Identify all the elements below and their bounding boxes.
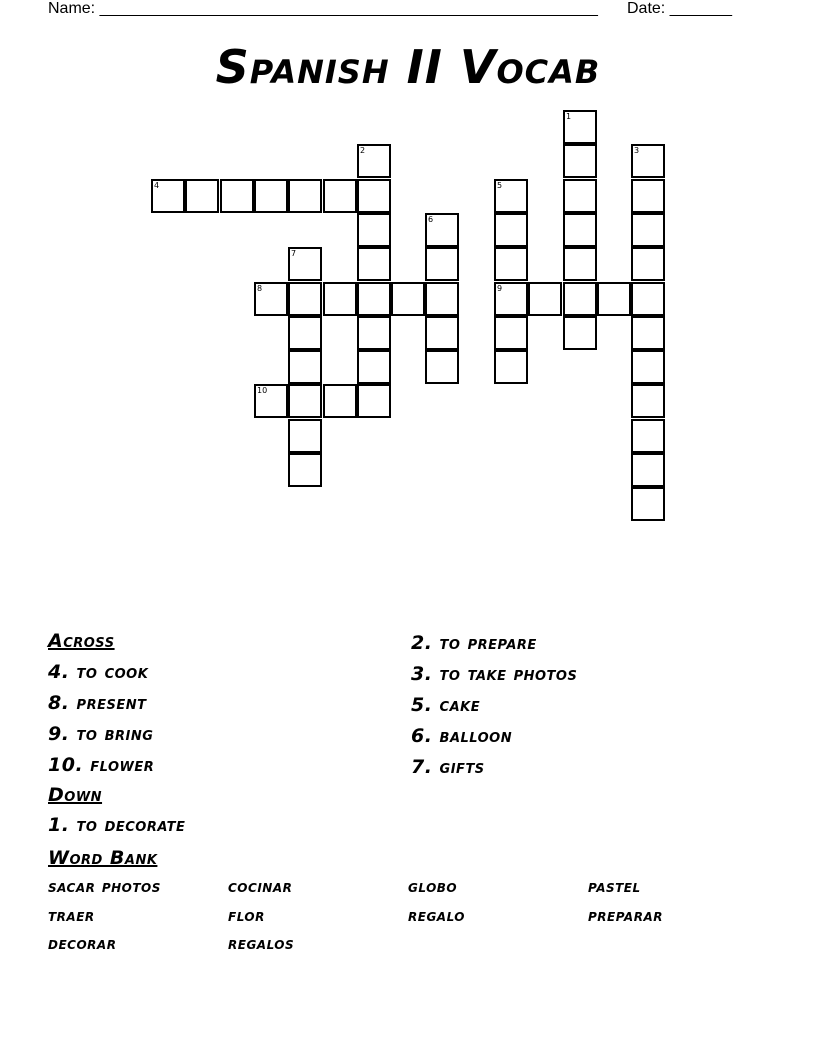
clue-number: 8 — [257, 284, 263, 293]
crossword-cell[interactable] — [425, 247, 459, 281]
crossword-cell[interactable] — [631, 316, 665, 350]
crossword-cell[interactable] — [494, 282, 528, 316]
word-bank-item: sacar photos — [48, 877, 161, 897]
crossword-cell[interactable] — [631, 487, 665, 521]
crossword-cell[interactable] — [357, 179, 391, 213]
crossword-cell[interactable] — [563, 316, 597, 350]
clue-number: 3 — [634, 146, 640, 155]
word-bank-item: cocinar — [228, 877, 293, 897]
crossword-cell[interactable] — [254, 179, 288, 213]
crossword-cell[interactable] — [563, 179, 597, 213]
crossword-cell[interactable] — [288, 453, 322, 487]
crossword-cell[interactable] — [220, 179, 254, 213]
word-bank-item: pastel — [588, 877, 641, 897]
crossword-cell[interactable] — [631, 144, 665, 178]
word-bank-item: traer — [48, 906, 95, 926]
name-field-label: Name: ________________________________________________________ — [48, 0, 598, 17]
crossword-cell[interactable] — [631, 247, 665, 281]
crossword-cell[interactable] — [425, 316, 459, 350]
clue-down-5: 5. cake — [411, 694, 481, 716]
word-bank-item: preparar — [588, 906, 663, 926]
crossword-cell[interactable] — [357, 213, 391, 247]
clue-down-6: 6. balloon — [411, 725, 513, 747]
crossword-cell[interactable] — [494, 350, 528, 384]
crossword-cell[interactable] — [288, 419, 322, 453]
crossword-cell[interactable] — [357, 144, 391, 178]
clue-number: 10 — [257, 386, 268, 395]
clue-number: 4 — [154, 181, 160, 190]
crossword-cell[interactable] — [563, 282, 597, 316]
word-bank-item: regalos — [228, 934, 295, 954]
crossword-cell[interactable] — [528, 282, 562, 316]
crossword-cell[interactable] — [323, 384, 357, 418]
crossword-cell[interactable] — [631, 350, 665, 384]
crossword-cell[interactable] — [494, 316, 528, 350]
crossword-cell[interactable] — [357, 247, 391, 281]
crossword-cell[interactable] — [563, 144, 597, 178]
crossword-cell[interactable] — [288, 384, 322, 418]
clue-number: 5 — [497, 181, 503, 190]
crossword-cell[interactable] — [631, 419, 665, 453]
crossword-cell[interactable] — [357, 316, 391, 350]
crossword-cell[interactable] — [323, 282, 357, 316]
crossword-cell[interactable] — [288, 316, 322, 350]
crossword-cell[interactable] — [185, 179, 219, 213]
crossword-cell[interactable] — [425, 213, 459, 247]
clue-number: 9 — [497, 284, 503, 293]
crossword-cell[interactable] — [597, 282, 631, 316]
crossword-cell[interactable] — [254, 282, 288, 316]
crossword-cell[interactable] — [357, 350, 391, 384]
crossword-cell[interactable] — [254, 384, 288, 418]
clue-across-10: 10. flower — [48, 754, 155, 776]
crossword-cell[interactable] — [288, 179, 322, 213]
clue-down-2: 2. to prepare — [411, 632, 537, 654]
crossword-cell[interactable] — [494, 213, 528, 247]
word-bank-item: flor — [228, 906, 265, 926]
clue-down-3: 3. to take photos — [411, 663, 578, 685]
page-title: Spanish II Vocab — [215, 40, 601, 94]
crossword-cell[interactable] — [357, 282, 391, 316]
clue-down-1: 1. to decorate — [48, 814, 186, 836]
crossword-cell[interactable] — [494, 247, 528, 281]
crossword-cell[interactable] — [323, 179, 357, 213]
word-bank-item: regalo — [408, 906, 465, 926]
crossword-cell[interactable] — [288, 282, 322, 316]
crossword-cell[interactable] — [631, 453, 665, 487]
crossword-cell[interactable] — [494, 179, 528, 213]
crossword-cell[interactable] — [425, 282, 459, 316]
crossword-cell[interactable] — [631, 179, 665, 213]
clue-across-8: 8. present — [48, 692, 147, 714]
crossword-cell[interactable] — [563, 110, 597, 144]
word-bank-item: globo — [408, 877, 458, 897]
crossword-cell[interactable] — [151, 179, 185, 213]
across-heading: Across — [48, 630, 115, 652]
clue-across-9: 9. to bring — [48, 723, 154, 745]
down-heading: Down — [48, 784, 103, 806]
crossword-cell[interactable] — [288, 247, 322, 281]
word-bank-heading: Word Bank — [48, 847, 158, 869]
word-bank-item: decorar — [48, 934, 117, 954]
clue-number: 7 — [291, 249, 297, 258]
crossword-cell[interactable] — [631, 213, 665, 247]
crossword-cell[interactable] — [357, 384, 391, 418]
clue-number: 1 — [566, 112, 572, 121]
crossword-cell[interactable] — [391, 282, 425, 316]
crossword-cell[interactable] — [631, 384, 665, 418]
date-field-label: Date: _______ — [627, 0, 732, 17]
crossword-cell[interactable] — [288, 350, 322, 384]
crossword-cell[interactable] — [631, 282, 665, 316]
clue-number: 6 — [428, 215, 434, 224]
crossword-cell[interactable] — [425, 350, 459, 384]
clue-number: 2 — [360, 146, 366, 155]
crossword-cell[interactable] — [563, 247, 597, 281]
crossword-cell[interactable] — [563, 213, 597, 247]
clue-across-4: 4. to cook — [48, 661, 149, 683]
clue-down-7: 7. gifts — [411, 756, 485, 778]
